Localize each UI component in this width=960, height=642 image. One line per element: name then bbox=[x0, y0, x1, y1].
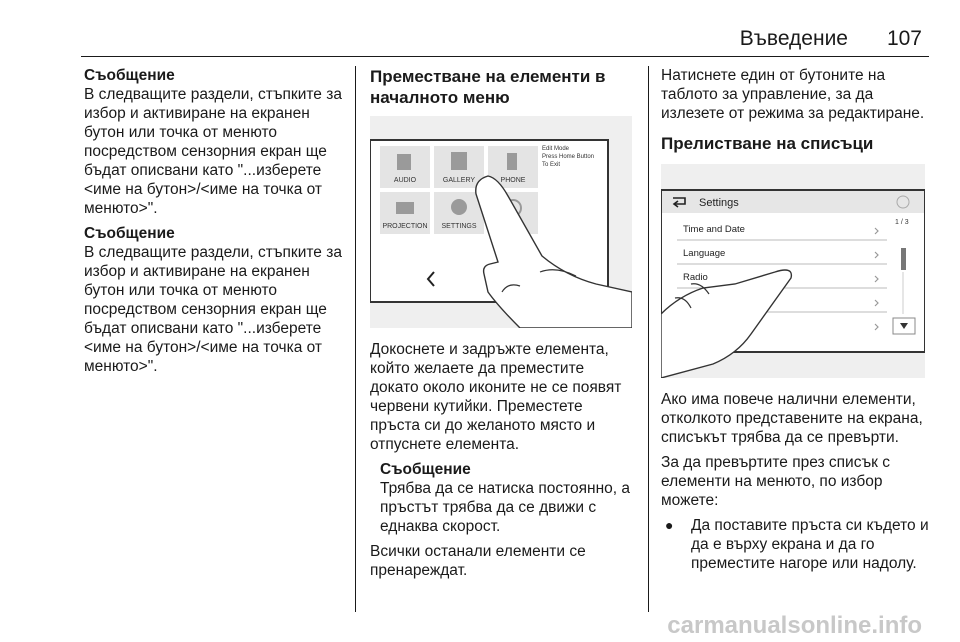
note-text: Трябва да се натиска постоянно, а пръстът трябва да се движи с еднаква скорост. bbox=[380, 480, 631, 535]
note-title: Съобщение bbox=[380, 461, 471, 478]
edit-mode-text: Edit Mode bbox=[542, 146, 570, 152]
settings-list-illustration bbox=[661, 164, 925, 378]
column-2 bbox=[370, 66, 634, 586]
tile-label: PROJECTION bbox=[382, 223, 428, 230]
bullet-text: Да поставите пръста си където и да е върху екрана и да го преместите нагоре или надолу. bbox=[691, 517, 929, 572]
note-text: В следващите раздели, стъпките за избор и активиране на екранен бутон или точка от менюто посредством сензорния екран ще бъдат описвани като "...изберете <име на бутон>/<име на точка от менюто>". bbox=[84, 244, 342, 375]
paragraph: Всички останали елементи се пренареждат. bbox=[370, 543, 586, 579]
paragraph: Докоснете и задръжте елемента, който желаете да преместите докато около иконите не се появят червени кутийки. Преместете пръста си до желаното място и отпуснете елемента. bbox=[370, 341, 622, 453]
column-1 bbox=[84, 66, 346, 382]
page-number: 107 bbox=[886, 27, 922, 50]
tile-label: AUDIO bbox=[393, 177, 417, 184]
settings-list-item: Radio bbox=[683, 272, 708, 283]
home-menu-illustration bbox=[370, 116, 632, 328]
edit-mode-text: To Exit bbox=[542, 162, 561, 168]
paragraph: За да превъртите през списък с елементи на менюто, по избор можете: bbox=[661, 454, 890, 509]
projection-icon bbox=[396, 202, 414, 214]
phone-icon bbox=[507, 153, 517, 170]
note-block bbox=[84, 224, 346, 376]
scrollbar-thumb bbox=[901, 248, 906, 270]
gallery-icon bbox=[451, 152, 467, 170]
note-block bbox=[84, 66, 346, 218]
note-text: В следващите раздели, стъпките за избор и активиране на екранен бутон или точка от менюто посредством сензорния екран ще бъдат описвани като "...изберете <име на бутон>/<име на точка от менюто>". bbox=[84, 86, 342, 217]
gear-icon bbox=[451, 199, 467, 215]
section-heading: Прелистване на списъци bbox=[661, 134, 874, 153]
list-item bbox=[661, 516, 929, 573]
header-divider bbox=[81, 56, 929, 57]
watermark: carmanualsonline.info bbox=[667, 612, 922, 639]
bullet-icon: ● bbox=[665, 517, 674, 533]
tile-label: GALLERY bbox=[442, 177, 476, 184]
note-title: Съобщение bbox=[84, 67, 175, 84]
paragraph: Натиснете един от бутоните на таблото за управление, за да излезете от режима за редактиране. bbox=[661, 67, 925, 122]
column-divider bbox=[648, 66, 649, 612]
section-heading: Преместване на елементи в началното меню bbox=[370, 67, 606, 107]
paragraph: Ако има повече налични елементи, отколкото представените на екрана, списъкът трябва да се превърти. bbox=[661, 391, 923, 446]
tile-label: SETTINGS bbox=[441, 223, 477, 230]
note-title: Съобщение bbox=[84, 225, 175, 242]
page-indicator: 1 / 3 bbox=[895, 219, 909, 226]
settings-list-item: Time and Date bbox=[683, 224, 745, 235]
tile-label: PHONE bbox=[500, 177, 526, 184]
column-3 bbox=[661, 66, 929, 573]
note-block bbox=[370, 460, 634, 536]
home-menu-screen bbox=[370, 116, 632, 328]
settings-list-screen bbox=[661, 164, 925, 378]
settings-list-item: Language bbox=[683, 248, 726, 259]
edit-mode-text: Press Home Button bbox=[542, 154, 595, 160]
settings-title: Settings bbox=[699, 197, 739, 209]
section-title: Въведение bbox=[739, 27, 848, 50]
column-divider bbox=[355, 66, 356, 612]
music-note-icon bbox=[397, 154, 411, 170]
